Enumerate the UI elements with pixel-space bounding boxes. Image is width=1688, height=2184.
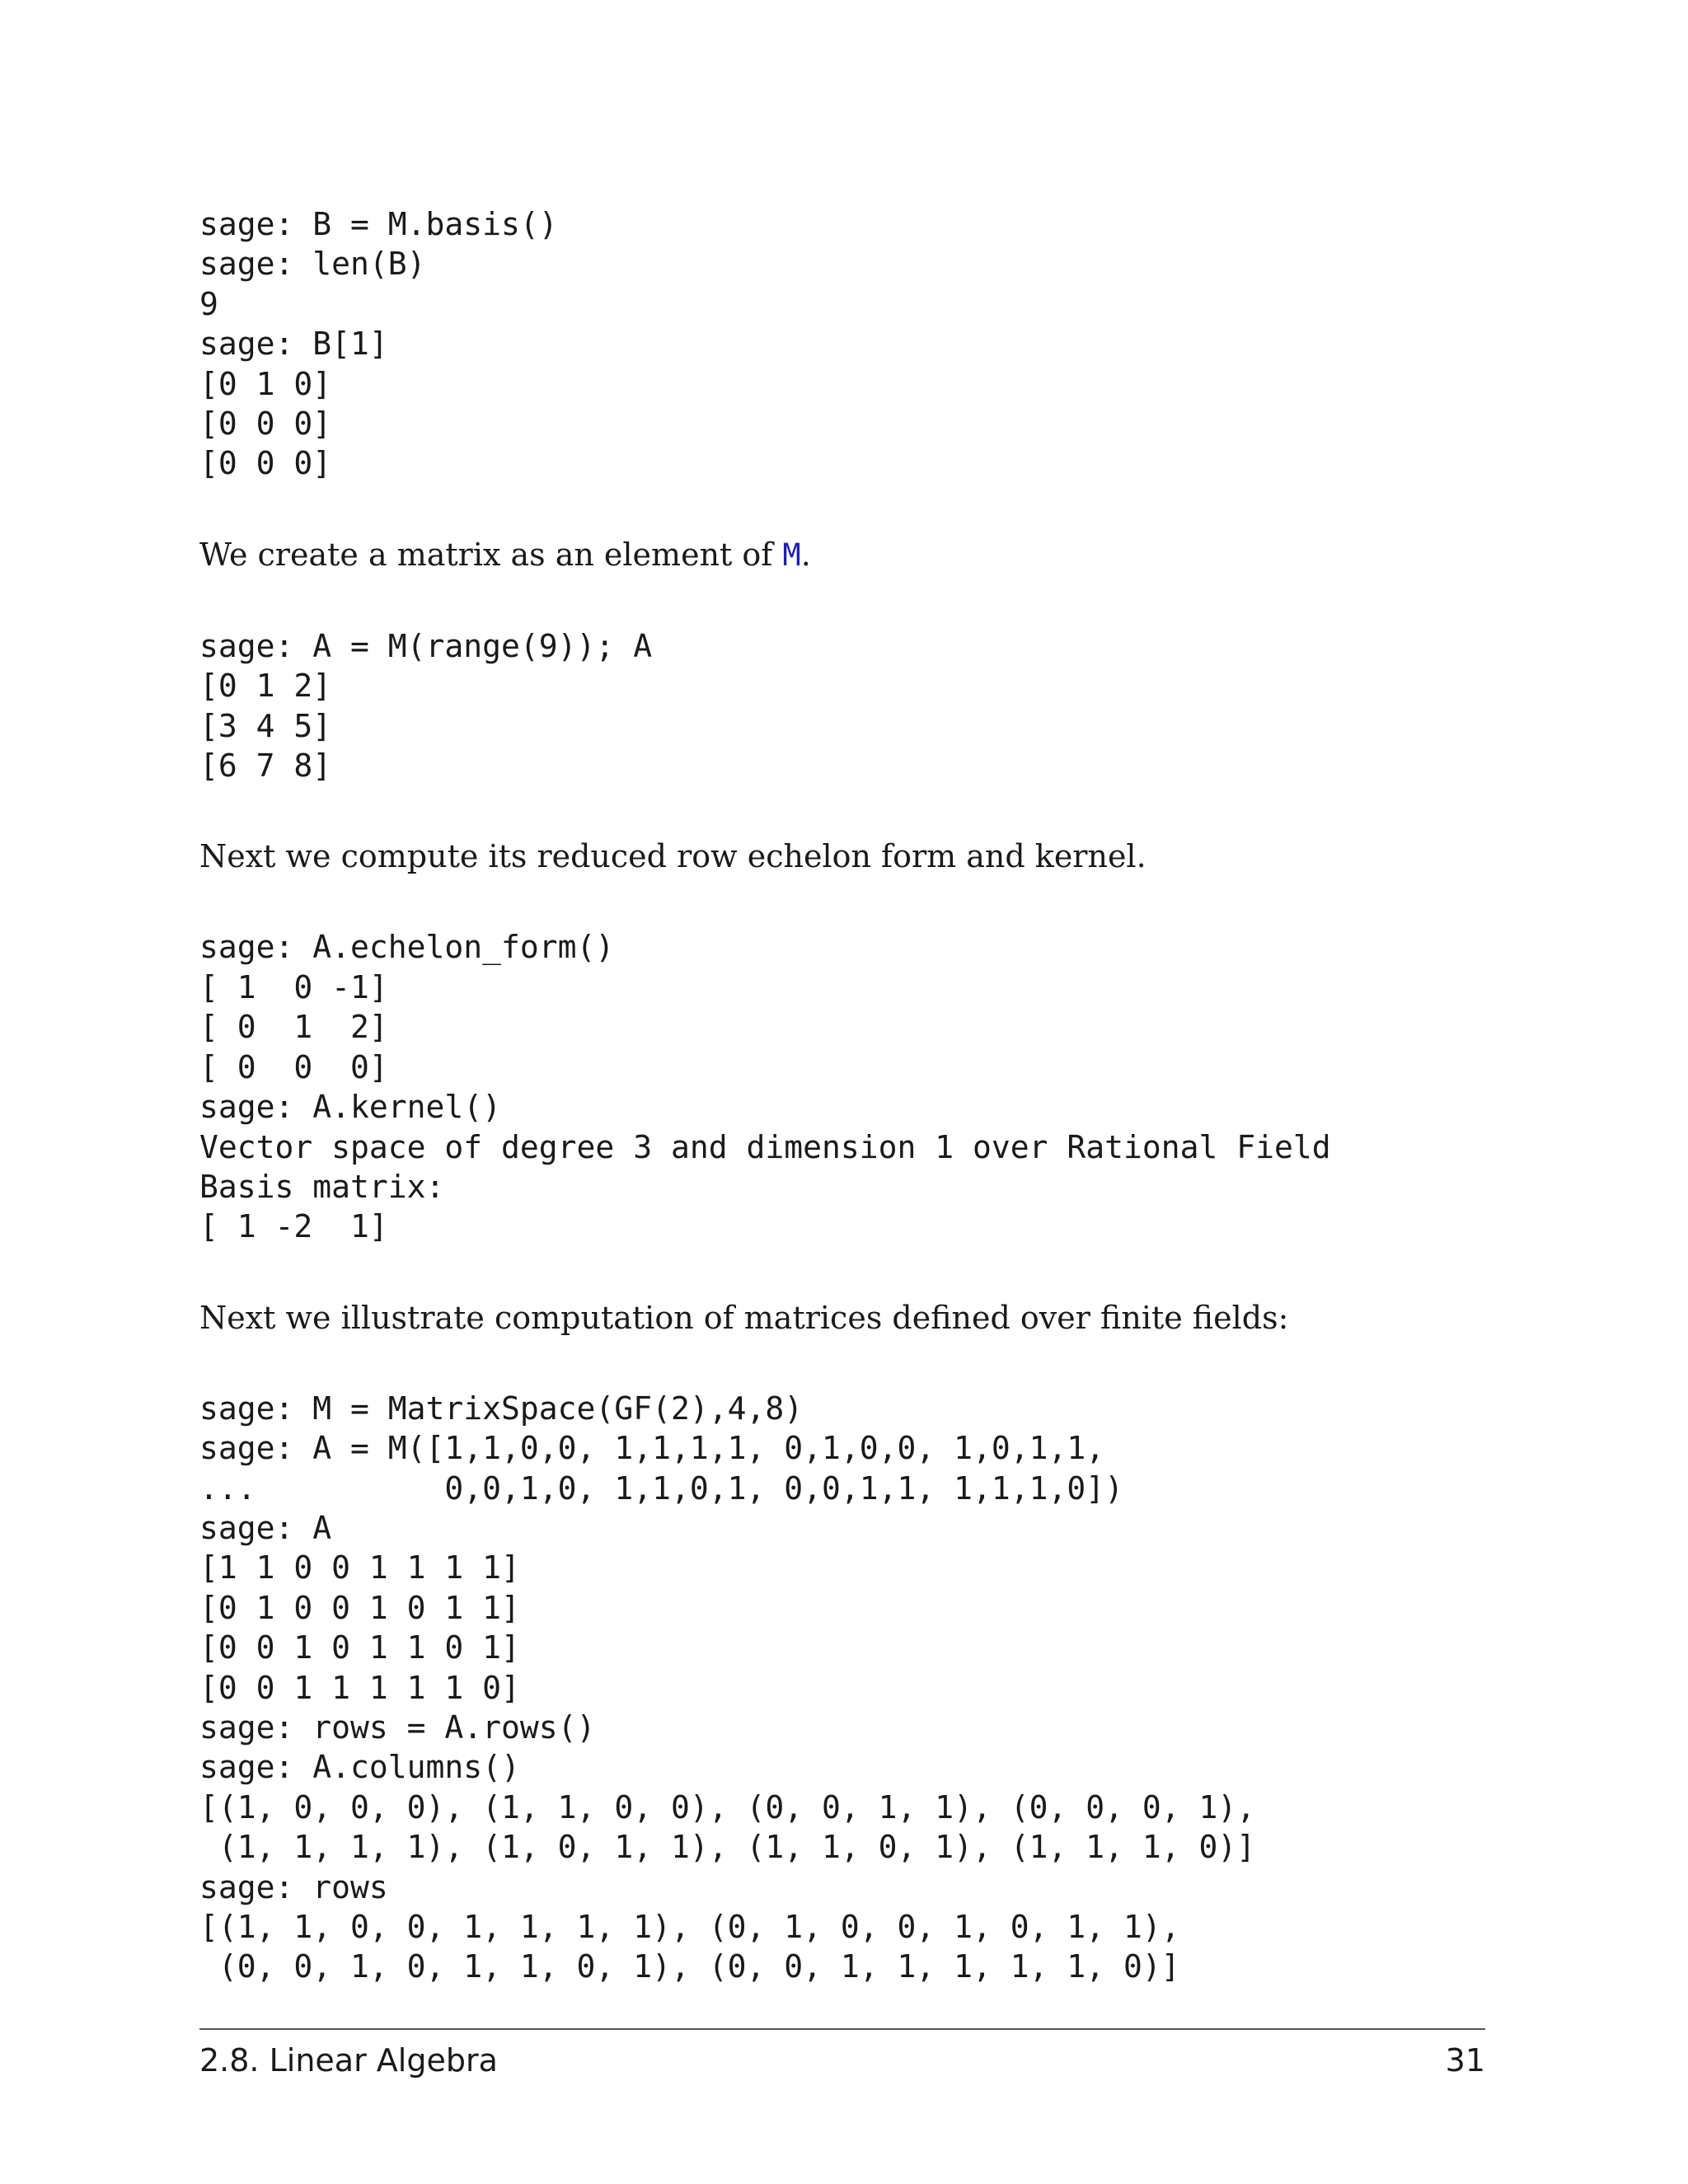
paragraph-finite-fields: Next we illustrate computation of matrices defined over finite fields: (199, 1299, 1289, 1336)
code-block-finite-field-matrix: sage: M = MatrixSpace(GF(2),4,8) sage: A = M([1,1,0,0, 1,1,1,1, 0,1,0,0, 1,0,1,1, ... 0,0,1,0, 1,1,0,1, 0,0,1,1, 1,1,1,0]) sage: A [1 1 0 0 1 1 1 1] [0 1 0 0 1 0 1 1] [0 0 1 0 1 1 0 1] [0 0 1 1 1 1 1 0] sage: rows = A.rows() sage: A.columns() [(1, 0, 0, 0), (1, 1, 0, 0), (0, 0, 1, 1), (0, 0, 0, 1), (1, 1, 1, 1), (1, 0, 1, 1), (1, 1, 0, 1), (1, 1, 1, 0)] sage: rows [(1, 1, 0, 0, 1, 1, 1, 1), (0, 1, 0, 0, 1, 0, 1, 1), (0, 0, 1, 0, 1, 1, 0, 1), (0, 0, 1, 1, 1, 1, 1, 0)] (199, 1390, 1256, 1985)
page-footer (199, 2037, 1485, 2083)
page-content (199, 204, 1485, 1987)
footer-rule (199, 2028, 1485, 2030)
footer-section-title: 2.8. Linear Algebra (199, 2042, 498, 2079)
paragraph-echelon-kernel: Next we compute its reduced row echelon form and kernel. (199, 838, 1146, 875)
footer-page-number: 31 (1445, 2042, 1485, 2079)
code-block-echelon-kernel: sage: A.echelon_form() [ 1 0 -1] [ 0 1 2] [ 0 0 0] sage: A.kernel() Vector space of degree 3 and dimension 1 over Rational Field Basis matrix: [ 1 -2 1] (199, 929, 1331, 1245)
code-block-range-matrix: sage: A = M(range(9)); A [0 1 2] [3 4 5] [6 7 8] (199, 627, 653, 785)
paragraph-text: We create a matrix as an element of (199, 536, 783, 573)
paragraph-create-matrix (199, 535, 1485, 575)
inline-code-m: M (782, 537, 801, 573)
code-block-basis: sage: B = M.basis() sage: len(B) 9 sage: B[1] [0 1 0] [0 0 0] [0 0 0] (199, 206, 558, 482)
paragraph-text: . (800, 536, 811, 573)
